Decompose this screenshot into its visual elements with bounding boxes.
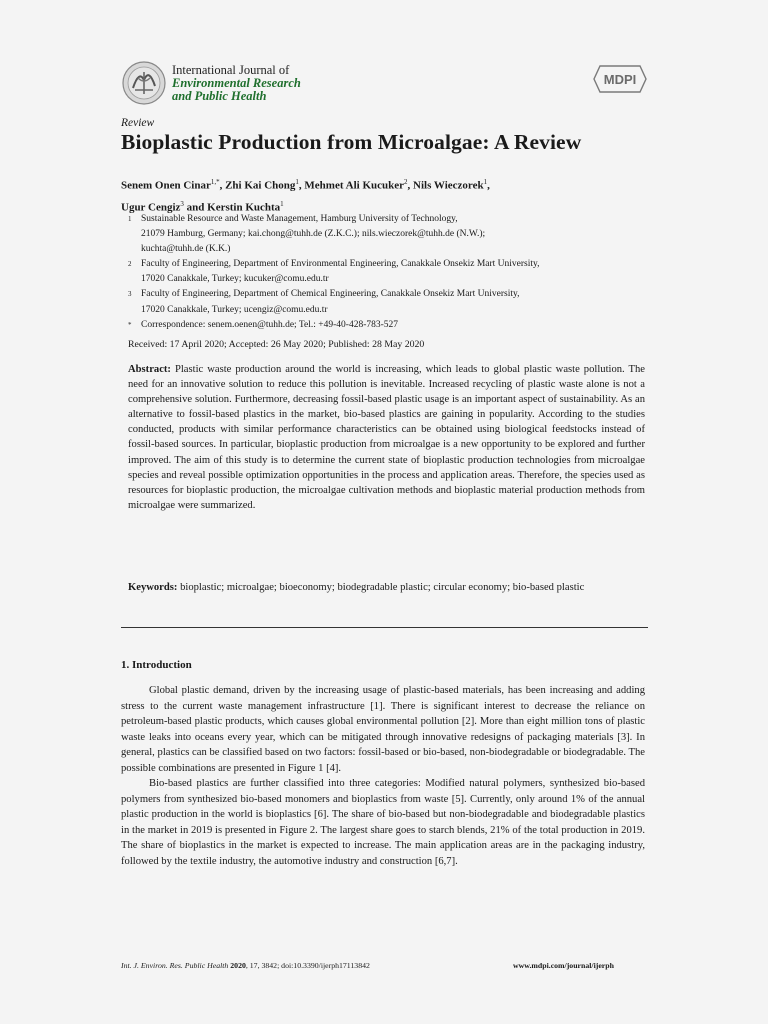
abstract [128,362,645,513]
mdpi-logo-text: MDPI [603,72,637,87]
author-name: Zhi Kai Chong [225,179,296,192]
mdpi-logo [592,62,648,96]
paragraph: Bio-based plastics are further classified into three categories: Modified natural polymers, synthesized bio-based polymers from synthesized bio-based monomers and bioplastics from waste [5]. Currently, only around 1% of the annual plastic production in the world is bioplastics [6]. The share of bio-based but non-biodegradable and biodegradable plastics in the market in 2019 is presented in Figure 2. The largest share goes to starch blends, 21% of the total production in 2019. The share of bioplastics in the market is expected to increase. The main application areas are in the packaging industry, followed by the textile industry, the automotive industry and construction [6,7]. [121,778,645,867]
affiliation-line: 17020 Canakkale, Turkey; kucuker@comu.edu.tr [141,274,329,285]
divider [121,627,648,628]
author-affiliation-mark: 1 [295,178,299,186]
author-conjunction: and [186,201,205,214]
affiliation-line: Sustainable Resource and Waste Management, Hamburg University of Technology, [141,214,458,224]
affiliation-item [128,212,648,257]
correspondence-line: Correspondence: senem.oenen@tuhh.de; Tel.: +49-40-428-783-527 [141,319,399,330]
footer-year: 2020 [230,961,246,970]
section-body [121,683,645,869]
paragraph: Global plastic demand, driven by the increasing usage of plastic-based materials, has been increasing and adding stress to the current waste management infrastructure [1]. There is significant interest to decrease the reliance on petroleum-based plastic products, which causes global environmental pollution [2]. More than eight million tons of plastic waste leaks into oceans every year, which can be mitigated through innovative redesigns of packaging materials [3]. In general, plastics can be classified based on two factors: fossil-based or bio-based, non-biodegradable or biodegradable. The possible combinations are presented in Figure 1 [4]. [121,685,645,774]
author-affiliation-mark: 1 [280,199,284,208]
journal-name [172,64,301,103]
footer-journal-url[interactable]: www.mdpi.com/journal/ijerph [513,961,614,970]
author-affiliation-mark: 3 [180,199,184,208]
author-affiliation-mark: 1,* [210,178,220,186]
author-name: Mehmet Ali Kucuker [304,179,405,192]
paper-title: Bioplastic Production from Microalgae: A Review [121,130,582,154]
publication-dates: Received: 17 April 2020; Accepted: 26 May 2020; Published: 28 May 2020 [128,339,425,350]
keywords-label: Keywords: [128,582,178,593]
author-affiliation-mark: 1 [483,178,488,186]
author-name: Ugur Cengiz [121,201,181,214]
abstract-label: Abstract: [128,364,171,375]
abstract-text: Plastic waste production around the world is increasing, which leads to global plastic waste pollution. The need for an innovative solution to reduce this pollution is inevitable. Increased recycling of plastic waste alone is not a comprehensive solution. Furthermore, decreasing fossil-based plastic usage is an important aspect of sustainability. As an alternative to fossil-based plastics in the market, bio-based plastics are gaining in popularity. According to the studies conducted, products with similar performance characteristics can be obtained using biological feedstocks instead of fossil-based sources. In particular, bioplastic production from microalgae is a new opportunity to be explored and further improved. The aim of this study is to determine the current state of bioplastic production technologies from microalgae species and reveal possible optimization opportunities in the process and application areas. Therefore, the species used as resources for bioplastic production, the microalgae cultivation methods and bioplastic material production methods from microalgae were summarized. [128,364,645,511]
affiliation-line: kuchta@tuhh.de (K.K.) [141,244,231,255]
article-type: Review [121,117,155,129]
affiliation-number: 3 [128,290,132,299]
footer-volume-doi: , 17, 3842; doi:10.3390/ijerph17113842 [245,961,370,970]
footer-citation [121,961,370,970]
author-line-1: Senem Onen Cinar$^{1,*}$, Zhi Kai Chong$^1$, Mehmet Ali Kucuker$^2$, Nils Wieczorek$^1$, [121,178,490,192]
journal-name-line1: International Journal of [172,63,290,77]
author-name: Senem Onen Cinar [121,179,211,192]
section-heading: 1. Introduction [121,659,192,671]
correspondence [128,318,648,333]
affiliation-item [128,257,648,287]
author-name: Kerstin Kuchta [207,201,281,214]
author-list [121,173,641,216]
journal-name-line3: and Public Health [172,89,267,103]
author-name: Nils Wieczorek [413,179,484,192]
keywords [128,580,645,595]
author-affiliation-mark: 2 [404,178,408,186]
footer-journal-abbrev: Int. J. Environ. Res. Public Health [121,961,229,970]
affiliation-line: 21079 Hamburg, Germany; kai.chong@tuhh.de (Z.K.C.); nils.wieczorek@tuhh.de (N.W.); [141,229,486,240]
affiliation-number: 1 [128,215,132,223]
affiliation-line: Faculty of Engineering, Department of Environmental Engineering, Canakkale Onsekiz Mart University, [141,259,540,270]
correspondence-mark: * [128,320,132,329]
affiliation-item [128,287,648,317]
journal-name-line2: Environmental Research [172,76,301,90]
affiliation-line: Faculty of Engineering, Department of Chemical Engineering, Canakkale Onsekiz Mart University, [141,289,520,300]
affiliation-line: 17020 Canakkale, Turkey; ucengiz@comu.edu.tr [141,304,328,315]
journal-logo-icon [121,60,167,106]
keywords-text: bioplastic; microalgae; bioeconomy; biodegradable plastic; circular economy; bio-based plastic [180,582,585,593]
affiliations [128,212,648,333]
affiliation-number: 2 [128,260,132,269]
